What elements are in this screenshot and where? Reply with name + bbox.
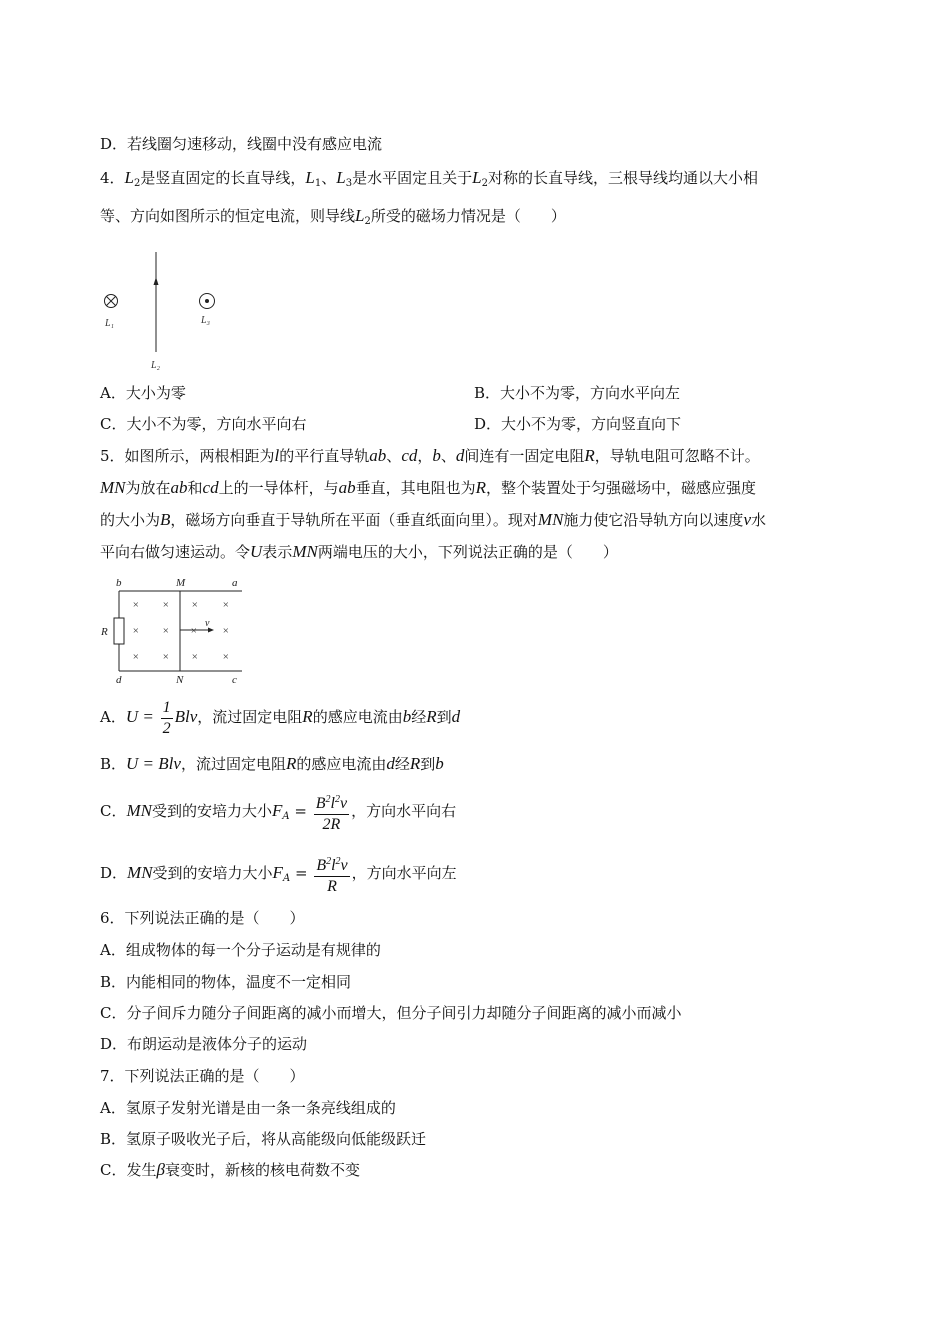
q4-wire-figure <box>96 240 236 375</box>
fig-label-n: N <box>176 674 184 686</box>
resistor-r <box>114 618 124 644</box>
svg-text:×: × <box>132 599 140 611</box>
svg-text:×: × <box>191 599 199 611</box>
q4-option-c: C．大小不为零，方向水平向右 <box>100 415 307 433</box>
svg-text:×: × <box>162 651 170 663</box>
q7-option-c: C．发生β衰变时，新核的核电荷数不变 <box>100 1160 360 1179</box>
svg-text:×: × <box>162 625 170 637</box>
q7-option-a: A．氢原子发射光谱是由一条一条亮线组成的 <box>100 1099 396 1117</box>
fig-label-d: d <box>116 674 122 686</box>
fig-label-c: c <box>232 674 237 686</box>
q7-option-b: B．氢原子吸收光子后，将从高能级向低能级跃迁 <box>100 1130 427 1148</box>
svg-text:×: × <box>191 651 199 663</box>
svg-text:×: × <box>222 599 230 611</box>
fig-label-b: b <box>116 577 122 589</box>
q6-option-a: A．组成物体的每一个分子运动是有规律的 <box>100 941 381 959</box>
wire-l3-out-of-page-icon <box>200 294 215 309</box>
q5-option-a: A．U = $\frac{1}{2}$ Blv，流过固定电阻R的感应电流由b经R到d <box>100 698 461 737</box>
label-l1: L₁ <box>105 318 115 329</box>
q6-option-d: D．布朗运动是液体分子的运动 <box>100 1035 308 1053</box>
svg-text:×: × <box>162 599 170 611</box>
label-l2: L₂ <box>151 360 161 371</box>
fig-label-r: R <box>101 626 108 638</box>
fig-label-a: a <box>232 577 238 589</box>
svg-text:×: × <box>132 651 140 663</box>
q5-option-d: D．MN受到的安培力大小$F_A$ = $\frac{B^2l^2v}{R}$ ，方向水平向左 <box>100 850 457 902</box>
q6-option-b: B．内能相同的物体，温度不一定相同 <box>100 973 352 991</box>
fig-label-v: v <box>205 618 210 629</box>
cross-under-arrow: × <box>190 625 198 637</box>
svg-text:×: × <box>132 625 140 637</box>
q5-stem-line1: 5．如图所示，两根相距为l的平行直导轨ab、cd，b、d间连有一固定电阻R，导轨电阻可忽略不计。 <box>100 446 760 465</box>
q4-option-b: B．大小不为零，方向水平向左 <box>474 384 681 402</box>
label-l3: L₃ <box>201 315 211 326</box>
q3-option-d: D．若线圈匀速移动，线圈中没有感应电流 <box>100 135 383 153</box>
q5-stem-line3: 的大小为B，磁场方向垂直于导轨所在平面（垂直纸面向里）。现对MN施力使它沿导轨方向以速度v水 <box>100 510 766 529</box>
q5-option-c: C．MN受到的安培力大小$F_A$ = $\frac{B^2l^2v}{2R}$ ，方向水平向右 <box>100 788 456 840</box>
q6-option-c: C．分子间斥力随分子间距离的减小而增大，但分子间引力却随分子间距离的减小而减小 <box>100 1004 682 1022</box>
magnetic-field-crosses <box>132 599 229 663</box>
q4-option-a: A．大小为零 <box>100 384 186 402</box>
q5-stem-line2: MN为放在ab和cd上的一导体杆，与ab垂直，其电阻也为R，整个装置处于匀强磁场中，磁感应强度 <box>100 478 757 497</box>
q7-stem: 7．下列说法正确的是（ ） <box>100 1067 305 1085</box>
wire-l1-into-page-icon <box>105 295 118 308</box>
q5-stem-line4: 平向右做匀速运动。令U表示MN两端电压的大小，下列说法正确的是（ ） <box>100 542 618 561</box>
q6-stem: 6．下列说法正确的是（ ） <box>100 909 305 927</box>
q4-stem-line1: 4．$L_2$是竖直固定的长直导线，$L_1$、$L_3$是水平固定且关于$L_2$对称的长直导线，三根导线均通以大小相 <box>100 168 758 189</box>
svg-text:×: × <box>222 625 230 637</box>
fig-label-m: M <box>176 577 186 589</box>
q5-option-b: B．U = Blv，流过固定电阻R的感应电流由d经R到b <box>100 754 444 773</box>
q5-rail-figure <box>96 572 256 688</box>
wire-l2-upward-arrow <box>154 252 159 352</box>
svg-text:×: × <box>222 651 230 663</box>
q4-option-d: D．大小不为零，方向竖直向下 <box>474 415 682 433</box>
q4-stem-line2: 等、方向如图所示的恒定电流，则导线$L_2$所受的磁场力情况是（ ） <box>100 206 566 227</box>
